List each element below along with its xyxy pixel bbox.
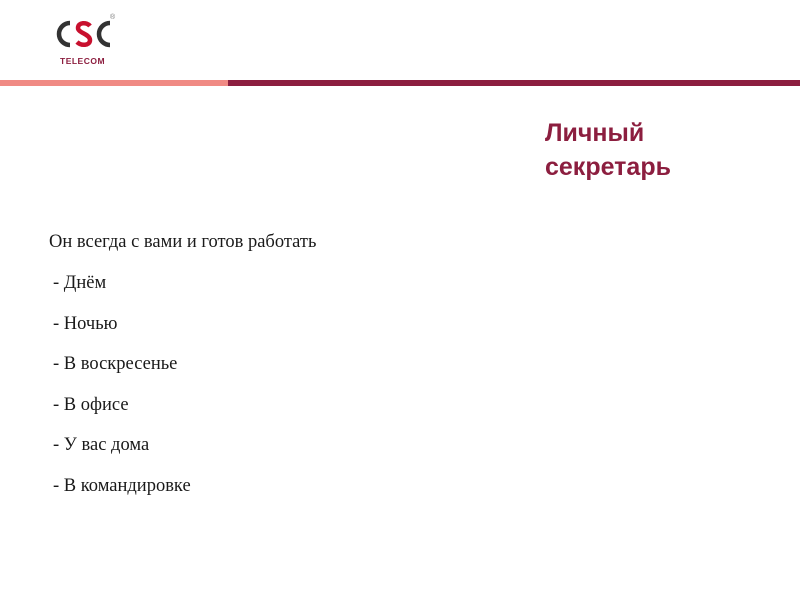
list-item: - У вас дома: [53, 435, 150, 455]
slide-title-line-2: секретарь: [545, 153, 671, 181]
header-rule-left: [0, 80, 228, 86]
slide-title-line-1: Личный: [545, 119, 645, 147]
list-item: - В воскресенье: [53, 354, 178, 374]
registered-mark: ®: [110, 14, 116, 21]
availability-list: [53, 272, 191, 515]
list-item: - В командировке: [53, 475, 191, 496]
header-rule-right: [228, 80, 800, 86]
list-item: - Днём: [53, 273, 107, 293]
list-item: - В офисе: [53, 394, 129, 415]
list-item: - Ночью: [53, 313, 118, 334]
csc-telecom-logo: [52, 14, 120, 70]
slide-title: [545, 116, 671, 184]
logo-subtitle: TELECOM: [60, 56, 106, 66]
intro-text: Он всегда с вами и готов работать: [49, 232, 317, 252]
